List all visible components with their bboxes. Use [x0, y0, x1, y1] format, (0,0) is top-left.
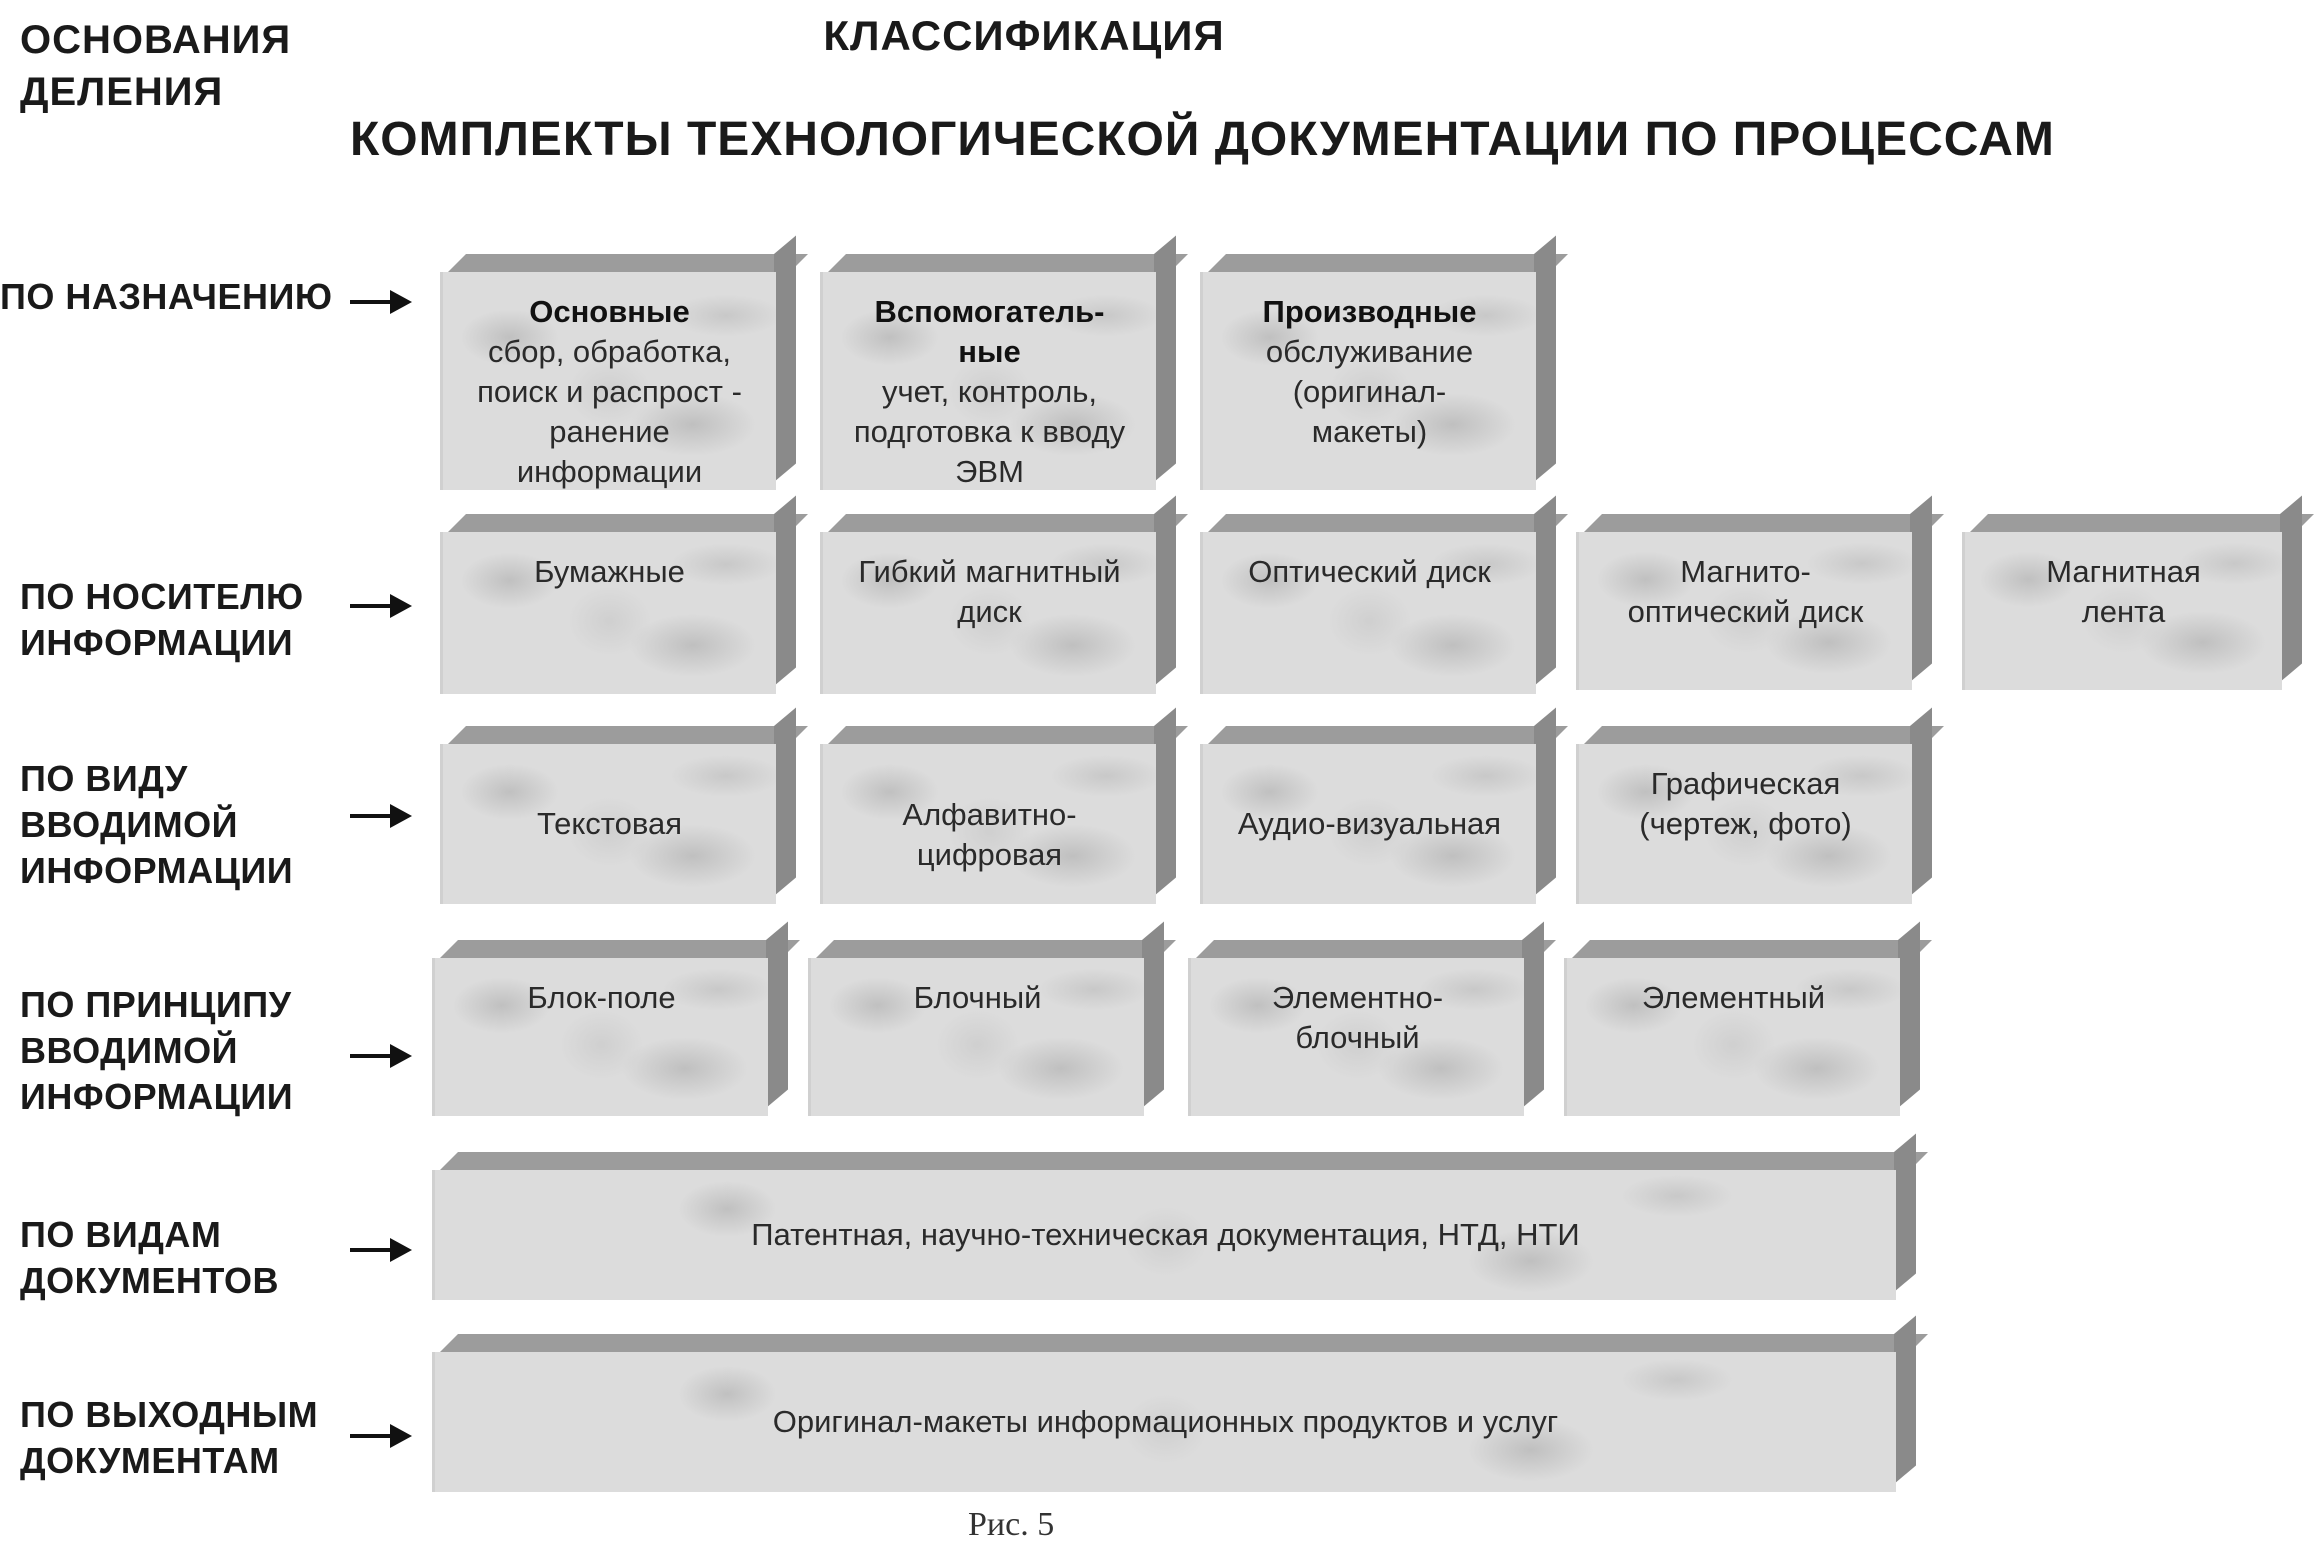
box-block-field: [432, 958, 788, 1116]
row-label-line: ПО ВИДУ: [20, 758, 188, 799]
row-label-line: ВВОДИМОЙ: [20, 804, 239, 845]
row-label-doc-types: [20, 1212, 279, 1304]
box-face: [432, 958, 768, 1116]
box-face: [820, 744, 1156, 904]
box-line: ЭВМ: [955, 454, 1024, 489]
row-label-line: ИНФОРМАЦИИ: [20, 622, 294, 663]
box-element-block: [1188, 958, 1544, 1116]
box-face: [1962, 532, 2282, 690]
box-floppy: [820, 532, 1176, 694]
row-label-output-docs: [20, 1392, 318, 1484]
box-line: учет, контроль,: [882, 374, 1097, 409]
arrow-right-icon: [350, 1238, 412, 1262]
box-doc-types: [432, 1170, 1916, 1300]
box-output-docs: [432, 1352, 1916, 1492]
box-line: ранение: [549, 414, 670, 449]
row-label-line: ИНФОРМАЦИИ: [20, 1076, 294, 1117]
box-line: сбор, обработка,: [487, 334, 732, 369]
box-title: Основные: [529, 294, 690, 329]
classification-title: [0, 12, 2316, 60]
box-line: Блочный: [913, 980, 1042, 1015]
box-face: [432, 1170, 1896, 1300]
arrow-right-icon: [350, 1424, 412, 1448]
row-label-line: ПО НОСИТЕЛЮ: [20, 576, 304, 617]
box-face: [1200, 532, 1536, 694]
box-audio-visual: [1200, 744, 1556, 904]
box-element: [1564, 958, 1920, 1116]
row-label-line: ДОКУМЕНТАМ: [20, 1440, 280, 1481]
arrow-right-icon: [350, 804, 412, 828]
box-line: Элементный: [1641, 980, 1826, 1015]
box-line: цифровая: [916, 837, 1063, 872]
box-line: Бумажные: [534, 554, 685, 589]
box-face: [440, 272, 776, 490]
figure-caption: Рис. 5: [968, 1506, 1055, 1543]
box-line: макеты): [1311, 414, 1428, 449]
box-block: [808, 958, 1164, 1116]
basis-header-line: ОСНОВАНИЯ: [20, 18, 292, 62]
row-label-carrier: [20, 574, 304, 666]
box-face: [820, 532, 1156, 694]
arrow-right-icon: [350, 290, 412, 314]
row-label-line: ДОКУМЕНТОВ: [20, 1260, 280, 1301]
box-line: Гибкий магнитный: [858, 554, 1121, 589]
box-optical: [1200, 532, 1556, 694]
box-face: [432, 1352, 1896, 1492]
box-face: [1188, 958, 1524, 1116]
box-face: [1576, 744, 1912, 904]
box-line: Оптический диск: [1248, 554, 1491, 589]
box-main: [440, 272, 796, 490]
row-label-line: ИНФОРМАЦИИ: [20, 850, 294, 891]
box-face: [1564, 958, 1900, 1116]
box-face: [440, 532, 776, 694]
arrow-right-icon: [350, 1044, 412, 1068]
box-line: обслуживание: [1265, 334, 1474, 369]
arrow-right-icon: [350, 594, 412, 618]
box-line: поиск и распрост -: [477, 374, 742, 409]
box-line: подготовка к вводу: [853, 414, 1126, 449]
row-label-purpose: [0, 274, 333, 320]
box-magneto-optical: [1576, 532, 1932, 690]
box-line: (оригинал-: [1292, 374, 1447, 409]
box-line: Элементно-: [1271, 980, 1444, 1015]
box-line: Текстовая: [536, 806, 683, 841]
row-label-line: ПО ВИДАМ: [20, 1214, 222, 1255]
box-line: Алфавитно-: [902, 797, 1077, 832]
box-line: информации: [516, 454, 703, 489]
box-line: блочный: [1295, 1020, 1420, 1055]
box-line: (чертеж, фото): [1639, 806, 1852, 841]
box-line: Аудио-визуальная: [1237, 806, 1502, 841]
row-label-input-type: [20, 756, 293, 894]
box-magnetic-tape: [1962, 532, 2302, 690]
row-label-input-principle: [20, 982, 293, 1120]
box-paper: [440, 532, 796, 694]
box-auxiliary: [820, 272, 1176, 490]
box-face: [1200, 744, 1536, 904]
box-title: Производные: [1262, 294, 1477, 329]
box-face: [1200, 272, 1536, 490]
main-title: КОМПЛЕКТЫ ТЕХНОЛОГИЧЕСКОЙ ДОКУМЕНТАЦИИ ПО ПРОЦЕССАМ: [350, 113, 2055, 166]
box-text: [440, 744, 796, 904]
box-line: Патентная, научно-техническая документация, НТД, НТИ: [751, 1217, 1580, 1252]
box-derived: [1200, 272, 1556, 490]
box-face: [808, 958, 1144, 1116]
box-title: Вспомогатель- ные: [874, 294, 1105, 369]
row-label-line: ПО ВЫХОДНЫМ: [20, 1394, 319, 1435]
basis-header-line: ДЕЛЕНИЯ: [20, 70, 224, 114]
box-line: Блок-поле: [527, 980, 676, 1015]
box-line: Магнито-: [1680, 554, 1811, 589]
row-label-line: ВВОДИМОЙ: [20, 1030, 239, 1071]
row-label-line: ПО ПРИНЦИПУ: [20, 984, 292, 1025]
row-label-line: ПО НАЗНАЧЕНИЮ: [0, 276, 333, 317]
box-line: Графическая: [1650, 766, 1841, 801]
box-line: лента: [2081, 594, 2166, 629]
box-line: Магнитная: [2046, 554, 2201, 589]
box-line: диск: [957, 594, 1022, 629]
box-face: [440, 744, 776, 904]
classification-title-text: КЛАССИФИКАЦИЯ: [823, 12, 1225, 59]
box-graphic: [1576, 744, 1932, 904]
box-alphanumeric: [820, 744, 1176, 904]
box-line: оптический диск: [1627, 594, 1864, 629]
box-face: [1576, 532, 1912, 690]
box-line: Оригинал-макеты информационных продуктов и услуг: [772, 1404, 1559, 1439]
box-face: [820, 272, 1156, 490]
